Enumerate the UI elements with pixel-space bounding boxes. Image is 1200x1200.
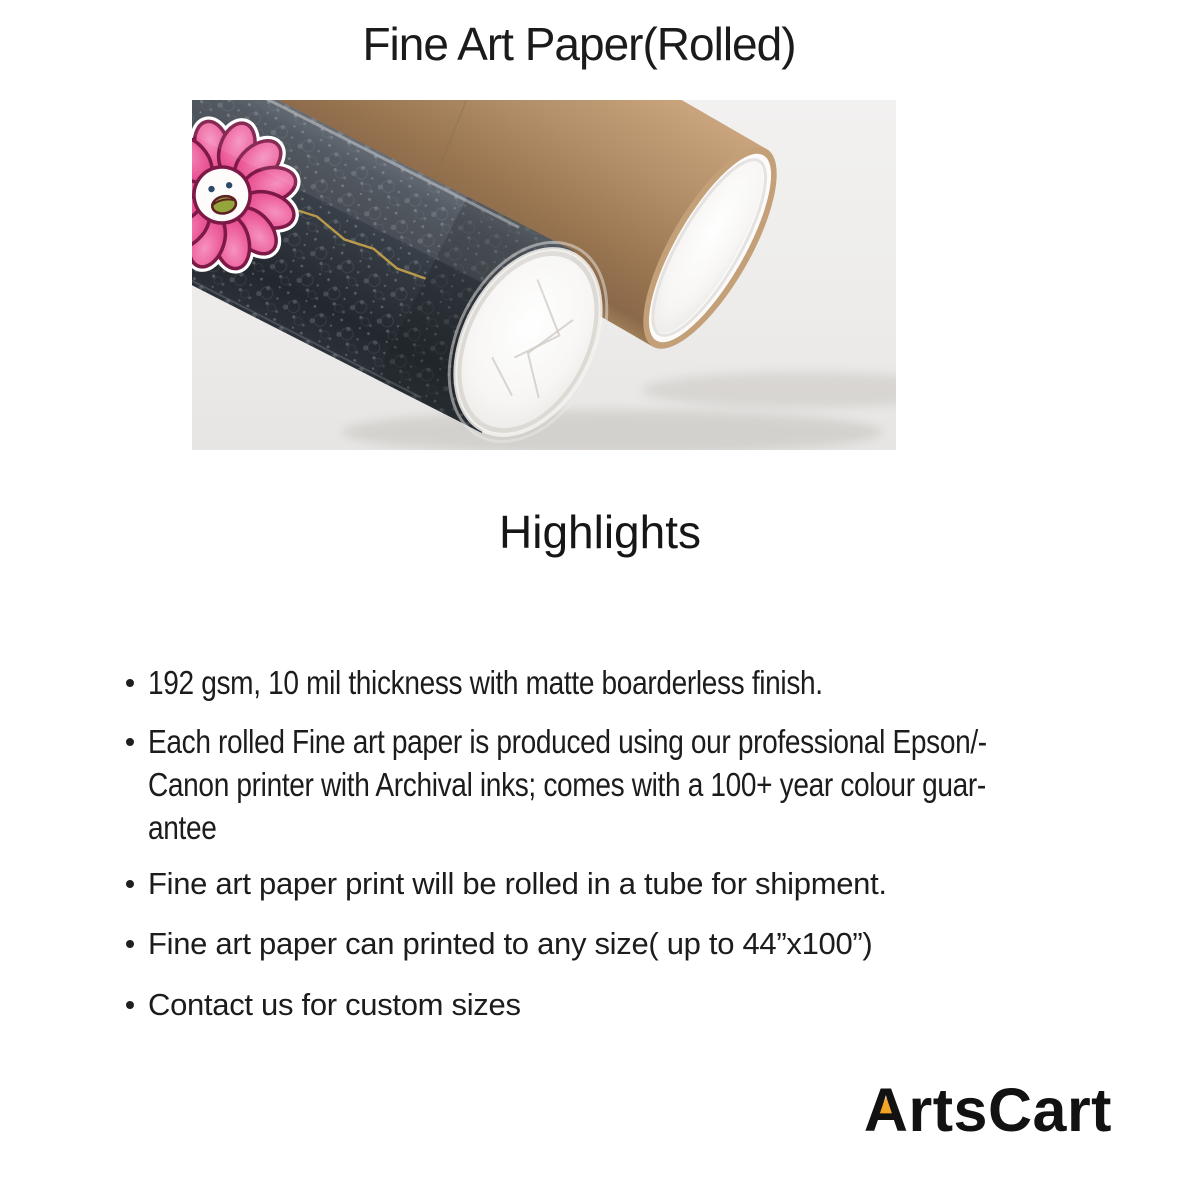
logo-rest: rtsCart <box>908 1076 1112 1144</box>
page-title: Fine Art Paper(Rolled) <box>362 18 796 70</box>
bullet-text <box>148 922 872 965</box>
list-item <box>126 983 1135 1026</box>
product-photo <box>192 100 896 450</box>
bullet-text <box>148 983 521 1026</box>
bullet-line: antee <box>148 809 217 846</box>
bullet-dot <box>126 679 134 687</box>
brand-logo <box>863 1076 1112 1144</box>
product-photo-image <box>192 100 896 450</box>
bullet-line: Fine art paper can printed to any size( up to 44”x100”) <box>148 926 873 961</box>
bullet-line: Canon printer with Archival inks; comes with a 100+ year colour guar- <box>148 766 986 803</box>
bullet-text <box>148 720 987 849</box>
list-item <box>126 922 1135 965</box>
bullet-text <box>148 862 887 905</box>
bullet-line: Each rolled Fine art paper is produced using our professional Epson/- <box>148 723 987 760</box>
bullet-line: Contact us for custom sizes <box>148 987 521 1022</box>
list-item <box>126 862 1135 905</box>
bullet-line: Fine art paper print will be rolled in a tube for shipment. <box>148 866 887 901</box>
logo-letter-a <box>863 1076 909 1144</box>
bullet-dot <box>126 940 134 948</box>
list-item <box>126 661 1135 704</box>
highlights-list <box>126 661 1135 1026</box>
bullet-text <box>148 661 823 704</box>
bullet-line: 192 gsm, 10 mil thickness with matte boarderless finish. <box>148 664 823 701</box>
bullet-dot <box>126 738 134 746</box>
list-item <box>126 720 1135 849</box>
logo-first-letter: A <box>863 1076 909 1144</box>
highlights-heading: Highlights <box>499 506 701 558</box>
bullet-dot <box>126 880 134 888</box>
bullet-dot <box>126 1001 134 1009</box>
